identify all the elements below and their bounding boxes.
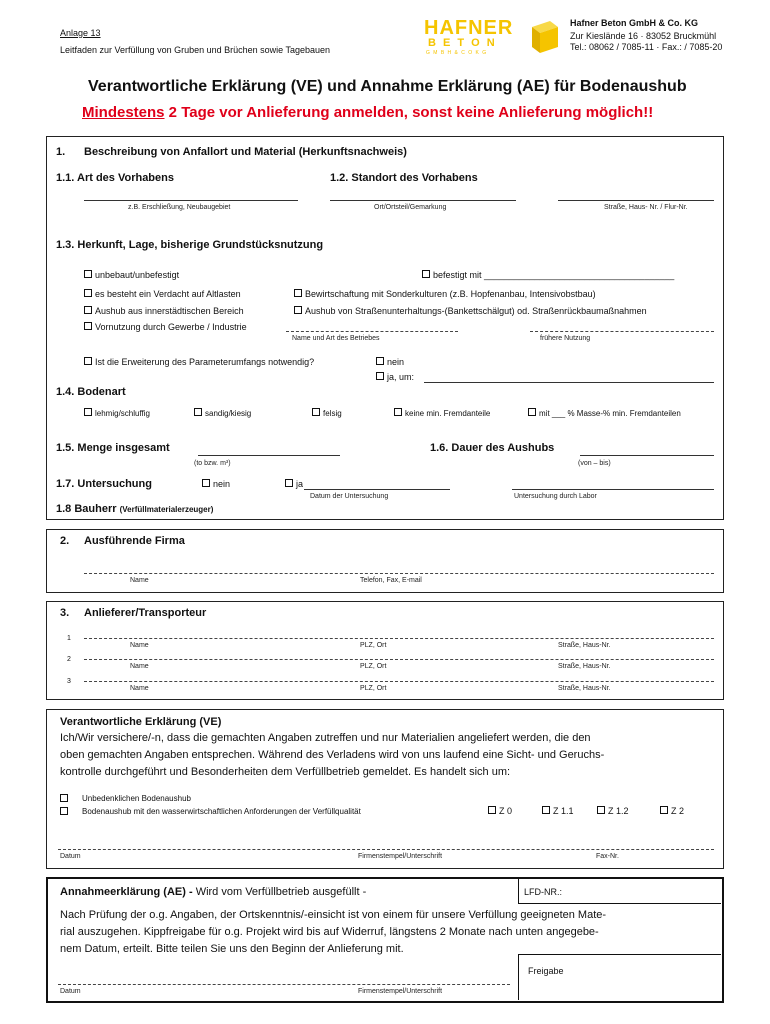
z0-label: Z 0 [499, 806, 513, 816]
soil-sandig-label: sandig/kiesig [205, 409, 252, 418]
transporter-row-number: 1 [67, 635, 71, 642]
z-option-z11[interactable] [542, 806, 574, 816]
z-option-z2[interactable] [660, 806, 684, 816]
erweiterung-um-field[interactable] [424, 382, 714, 383]
ve-opt-unbedenklich[interactable] [60, 794, 71, 804]
opt-erweiterung-ja[interactable] [376, 372, 414, 382]
section-2-heading: Ausführende Firma [84, 535, 185, 547]
opt-befestigt-label: befestigt mit ______________________________________ [433, 270, 675, 280]
z-option-z12[interactable] [597, 806, 629, 816]
opt-vornutzung-label: Vornutzung durch Gewerbe / Industrie [95, 322, 247, 332]
transporter-row-number: 2 [67, 656, 71, 663]
checkbox-s17-ja[interactable] [285, 479, 293, 487]
section-3-number: 3. [60, 607, 70, 619]
soil-keine-fremd-label: keine min. Fremdanteile [405, 409, 491, 418]
transporter-hint-ort: PLZ, Ort [360, 663, 387, 670]
transporter-hint-name: Name [130, 685, 149, 692]
s12-field-strasse[interactable] [558, 200, 714, 201]
checkbox-sandig[interactable] [194, 408, 202, 416]
opt-erweiterung-nein[interactable] [376, 357, 404, 367]
soil-lehmig[interactable] [84, 408, 150, 418]
s18-label-small: (Verfüllmaterialerzeuger) [119, 505, 214, 514]
checkbox-verdacht[interactable] [84, 289, 92, 297]
page-title: Verantwortliche Erklärung (VE) und Annahme Erklärung (AE) für Bodenaushub [88, 78, 687, 95]
soil-felsig[interactable] [312, 408, 342, 418]
opt-unbebaut[interactable] [84, 270, 179, 280]
transporter-row-number: 3 [67, 678, 71, 685]
ae-sig-datum: Datum [60, 988, 81, 995]
company-logo [424, 17, 564, 57]
ve-sig-datum: Datum [60, 853, 81, 860]
s12-hint-strasse: Straße, Haus- Nr. / Flur-Nr. [604, 204, 688, 211]
transporter-hint-strasse: Straße, Haus-Nr. [558, 685, 611, 692]
s16-field[interactable] [580, 455, 714, 456]
s11-label: 1.1. Art des Vorhabens [56, 172, 174, 184]
logo-wordmark-bottom: G M B H & C O K G [426, 50, 488, 56]
ae-heading-bold: Annahmeerklärung (AE) - [60, 886, 196, 898]
s17-ja[interactable] [285, 479, 303, 489]
ve-text-line-2: oben gemachten Angaben entsprechen. Während des Verladens wird von uns laufend eine Sicht- und Geruchs- [60, 749, 605, 761]
opt-strasse-label: Aushub von Straßenunterhaltungs-(Bankettschälgut) od. Straßenrückbaumaßnahmen [305, 306, 647, 316]
ae-signature-field[interactable] [58, 984, 510, 985]
company-phone: Tel.: 08062 / 7085-11 · Fax.: / 7085-20 [570, 42, 723, 52]
transporter-hint-name: Name [130, 663, 149, 670]
s17-label: 1.7. Untersuchung [56, 478, 152, 490]
opt-erweiterung-label: Ist die Erweiterung des Parameterumfangs notwendig? [95, 357, 315, 367]
checkbox-z0[interactable] [488, 806, 496, 814]
s17-nein[interactable] [202, 479, 230, 489]
checkbox-keine-fremd[interactable] [394, 408, 402, 416]
checkbox-vornutzung[interactable] [84, 322, 92, 330]
ve-sig-fax: Fax-Nr. [596, 853, 619, 860]
warning-notice [82, 104, 653, 121]
s17-nein-label: nein [213, 479, 231, 489]
ve-opt-verfuellqualitaet-label: Bodenaushub mit den wasserwirtschaftlichen Anforderungen der Verfüllqualität [82, 807, 361, 816]
section-2-number: 2. [60, 535, 70, 547]
checkbox-befestigt[interactable] [422, 270, 430, 278]
ve-signature-field[interactable] [58, 849, 714, 850]
checkbox-unbedenklich[interactable] [60, 794, 68, 802]
s12-hint-ort: Ort/Ortsteil/Gemarkung [374, 204, 447, 211]
checkbox-z2[interactable] [660, 806, 668, 814]
checkbox-bewirtschaftung[interactable] [294, 289, 302, 297]
s13-label: 1.3. Herkunft, Lage, bisherige Grundstücksnutzung [56, 239, 324, 251]
freigabe-label: Freigabe [528, 966, 564, 976]
s15-hint: (to bzw. m³) [194, 460, 231, 467]
s11-hint: z.B. Erschließung, Neubaugebiet [128, 204, 231, 211]
vornutzung-hint-nutzung: frühere Nutzung [540, 335, 591, 342]
s17-labor-field[interactable] [512, 489, 714, 490]
transporter-hint-strasse: Straße, Haus-Nr. [558, 642, 611, 649]
s14-label: 1.4. Bodenart [56, 386, 126, 398]
company-name: Hafner Beton GmbH & Co. KG [570, 18, 699, 28]
s16-hint: (von – bis) [578, 460, 611, 467]
z2-label: Z 2 [671, 806, 685, 816]
checkbox-s17-nein[interactable] [202, 479, 210, 487]
vornutzung-hint-betrieb: Name und Art des Betriebes [292, 335, 380, 342]
soil-felsig-label: felsig [323, 409, 342, 418]
annex-label: Anlage 13 [60, 28, 101, 38]
opt-befestigt[interactable] [422, 270, 674, 280]
s16-label: 1.6. Dauer des Aushubs [430, 442, 555, 454]
opt-erweiterung-nein-label: nein [387, 357, 405, 367]
s17-hint-datum: Datum der Untersuchung [310, 493, 389, 500]
soil-lehmig-label: lehmig/schluffig [95, 409, 150, 418]
opt-erweiterung-ja-label: ja, um: [387, 372, 415, 382]
opt-erweiterung [84, 357, 314, 367]
freigabe-field[interactable] [518, 954, 721, 1000]
ve-opt-unbedenklich-label: Unbedenklichen Bodenaushub [82, 794, 191, 803]
ae-text-line-3: nem Datum, erteilt. Bitte teilen Sie uns den Beginn der Anlieferung mit. [60, 943, 404, 955]
s18-label [56, 503, 213, 515]
company-address: Zur Kieslände 16 · 83052 Bruckmühl [570, 31, 717, 41]
s11-field[interactable] [84, 200, 298, 201]
z-option-z0[interactable] [488, 806, 512, 816]
checkbox-erweiterung[interactable] [84, 357, 92, 365]
logo-wordmark-top: HAFNER [424, 17, 514, 39]
logo-cube-icon [528, 19, 560, 55]
section-2-hint-contact: Telefon, Fax, E-mail [360, 577, 422, 584]
checkbox-strasse[interactable] [294, 306, 302, 314]
lfd-nr-label: LFD-NR.: [524, 887, 562, 897]
section-1-heading: Beschreibung von Anfallort und Material (Herkunftsnachweis) [84, 146, 407, 158]
s17-ja-label: ja [296, 479, 304, 489]
ae-heading-rest: Wird vom Verfüllbetrieb ausgefüllt - [195, 886, 367, 898]
s17-datum-field[interactable] [304, 489, 450, 490]
z12-label: Z 1.2 [608, 806, 629, 816]
warning-rest: 2 Tage vor Anlieferung anmelden, sonst keine Anlieferung möglich!! [164, 104, 654, 121]
opt-bewirtschaftung-label: Bewirtschaftung mit Sonderkulturen (z.B. Hopfenanbau, Intensivobstbau) [305, 289, 596, 299]
checkbox-unbebaut[interactable] [84, 270, 92, 278]
warning-underlined: Mindestens [82, 104, 165, 121]
transporter-hint-ort: PLZ, Ort [360, 685, 387, 692]
checkbox-erweiterung-nein[interactable] [376, 357, 384, 365]
opt-unbebaut-label: unbebaut/unbefestigt [95, 270, 180, 280]
section-3-heading: Anlieferer/Transporteur [84, 607, 207, 619]
section-2-hint-name: Name [130, 577, 149, 584]
s18-label-text: 1.8 Bauherr [56, 503, 117, 515]
section-1-number: 1. [56, 146, 66, 158]
checkbox-innerstaedtisch[interactable] [84, 306, 92, 314]
z11-label: Z 1.1 [553, 806, 574, 816]
transporter-hint-strasse: Straße, Haus-Nr. [558, 663, 611, 670]
checkbox-erweiterung-ja[interactable] [376, 372, 384, 380]
guideline-subtitle: Leitfaden zur Verfüllung von Gruben und Brüchen sowie Tagebauen [60, 45, 331, 55]
checkbox-verfuellqualitaet[interactable] [60, 807, 68, 815]
ve-text-line-1: Ich/Wir versichere/-n, dass die gemachten Angaben zutreffen und nur Materialien angeliefert werden, die den [60, 732, 591, 744]
transporter-row-field[interactable] [84, 638, 714, 639]
s17-hint-labor: Untersuchung durch Labor [514, 493, 597, 500]
opt-verdacht-label: es besteht ein Verdacht auf Altlasten [95, 289, 241, 299]
ve-heading: Verantwortliche Erklärung (VE) [60, 716, 222, 728]
s15-field[interactable] [198, 455, 340, 456]
opt-verdacht[interactable] [84, 289, 241, 299]
checkbox-z11[interactable] [542, 806, 550, 814]
s15-label: 1.5. Menge insgesamt [56, 442, 170, 454]
soil-mit-fremd-label: mit ___ % Masse-% min. Fremdanteilen [539, 409, 681, 418]
opt-innerstaedtisch[interactable] [84, 306, 244, 316]
checkbox-felsig[interactable] [312, 408, 320, 416]
ae-heading [60, 886, 366, 898]
checkbox-mit-fremd[interactable] [528, 408, 536, 416]
ae-text-line-2: rial auszugehen. Kippfreigabe für o.g. Projekt wird bis auf Widerruf, längstens 2 Monate nach unten angegebe- [60, 926, 599, 938]
checkbox-z12[interactable] [597, 806, 605, 814]
section-2-field[interactable] [84, 573, 714, 574]
checkbox-lehmig[interactable] [84, 408, 92, 416]
vornutzung-nutzung-field[interactable] [530, 331, 714, 332]
soil-mit-fremd[interactable] [528, 408, 681, 418]
opt-strasse[interactable] [294, 306, 647, 316]
opt-innerstaedtisch-label: Aushub aus innerstädtischen Bereich [95, 306, 244, 316]
ve-opt-verfuellqualitaet[interactable] [60, 807, 71, 817]
soil-sandig[interactable] [194, 408, 251, 418]
logo-wordmark-mid: B E T O N [428, 37, 497, 49]
s12-label: 1.2. Standort des Vorhabens [330, 172, 478, 184]
ae-sig-stempel: Firmenstempel/Unterschrift [358, 988, 443, 995]
s12-field-ort[interactable] [330, 200, 516, 201]
ve-sig-stempel: Firmenstempel/Unterschrift [358, 853, 443, 860]
transporter-row-field[interactable] [84, 681, 714, 682]
ve-text-line-3: kontrolle durchgeführt und Besonderheiten dem Verfüllbetrieb gemeldet. Es handelt sich um: [60, 766, 511, 778]
transporter-row-field[interactable] [84, 659, 714, 660]
vornutzung-betrieb-field[interactable] [286, 331, 458, 332]
transporter-hint-name: Name [130, 642, 149, 649]
transporter-hint-ort: PLZ, Ort [360, 642, 387, 649]
opt-vornutzung[interactable] [84, 322, 247, 332]
ae-text-line-1: Nach Prüfung der o.g. Angaben, der Ortskenntnis/-einsicht ist von einem für unsere Verfüllung geeigneten Mate- [60, 909, 607, 921]
opt-bewirtschaftung[interactable] [294, 289, 596, 299]
soil-keine-fremd[interactable] [394, 408, 490, 418]
